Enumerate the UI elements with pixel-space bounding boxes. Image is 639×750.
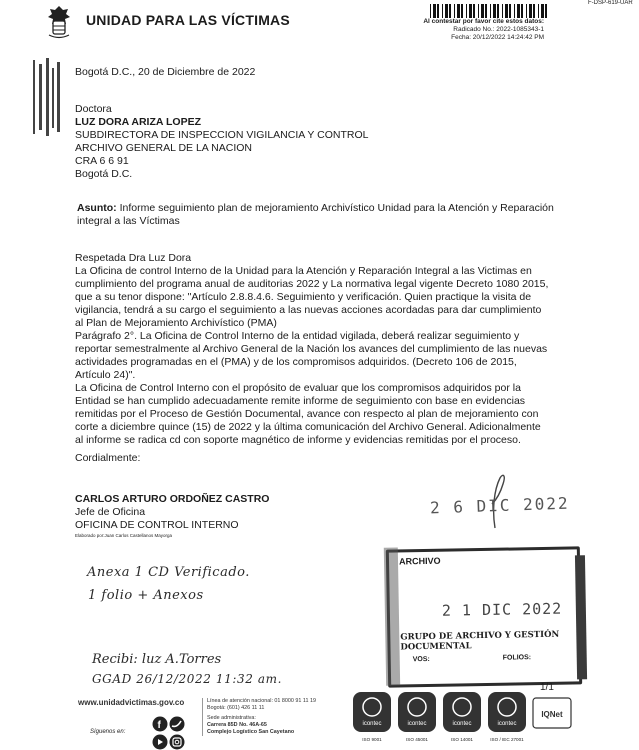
sede-address: Carrera 85D No. 46A-65 (207, 722, 267, 728)
recipient-position: SUBDIRECTORA DE INSPECCION VIGILANCIA Y CONTROL (75, 129, 369, 141)
follow-us-label: Síguenos en: (90, 729, 126, 735)
instagram-icon (170, 735, 185, 750)
signer-title: Jefe de Oficina (75, 506, 146, 518)
recipient-entity: ARCHIVO GENERAL DE LA NACION (75, 142, 252, 154)
side-stamp-icon (30, 58, 64, 138)
barcode-icon (430, 4, 548, 18)
signer-block (75, 493, 335, 532)
elaborated-by: Elaborado por:Juan Carlos Castellanos Mayorga (75, 533, 173, 538)
cert-label: ISO 14001 (451, 737, 473, 742)
handwritten-date: GGAD 26/12/2022 11:32 am. (92, 672, 282, 686)
bogota-phone: Bogotá: (601) 426 11 11 (207, 705, 265, 711)
icontec-14001-icon (443, 692, 481, 732)
coat-of-arms-icon (46, 5, 72, 39)
svg-text:IQNet: IQNet (541, 710, 563, 719)
closing: Cordialmente: (75, 452, 141, 464)
stamp-folios-row (413, 654, 563, 664)
icontec-45001-icon (398, 692, 436, 732)
handwritten-annex: Anexa 1 CD Verificado. (87, 565, 250, 580)
sede-complex: Complejo Logístico San Cayetano (207, 729, 295, 735)
phone-line: Línea de atención nacional: 01 8000 91 11 19 (207, 698, 317, 704)
radicado-box (420, 18, 544, 42)
subject-label: Asunto: (77, 202, 117, 214)
svg-text:icontec: icontec (362, 721, 382, 727)
recipient-name: LUZ DORA ARIZA LOPEZ (75, 116, 201, 128)
svg-text:f: f (157, 720, 161, 731)
paragraph-1: La Oficina de control Interno de la Unidad para la Atención y Reparación Integral a las Victimas en cumplimiento del programa anual de auditorias 2022 y La normativa legal vigente Decreto 1080 2015, que a su tenor dispone: "Artículo 2.8.8.4.6. Seguimiento y verificación. Quien practique la visita de vigilancia, tendrá a su cargo el seguimiento a las nuevas acciones acordadas para dar cumplimiento al Plan de Mejoramiento Archivístico (PMA) (75, 265, 549, 329)
handwritten-received: Recibi: luz A.Torres (92, 652, 222, 667)
cert-label: ISO 9001 (362, 737, 382, 742)
svg-text:icontec: icontec (497, 721, 517, 727)
radicado-line1: Al contestar por favor cite estos datos: (423, 18, 544, 25)
signer-office: OFICINA DE CONTROL INTERNO (75, 519, 239, 531)
sede-label: Sede administrativa: (207, 715, 256, 721)
stamp-department: GRUPO DE ARCHIVO Y GESTIÓN DOCUMENTAL (400, 629, 560, 653)
stamp-folios-label: FOLIOS: (502, 654, 532, 662)
stamp-shadow (384, 547, 400, 685)
letter-date: Bogotá D.C., 20 de Diciembre de 2022 (75, 66, 256, 78)
svg-text:icontec: icontec (452, 721, 472, 727)
handwritten-folio: 1 folio + Anexos (88, 588, 204, 603)
social-icons (152, 716, 186, 750)
page-number: 1/1 (540, 682, 554, 693)
recipient-city: Bogotá D.C. (75, 168, 133, 180)
iqnet-icon (533, 698, 571, 728)
subject-line (77, 202, 557, 228)
recipient-block (75, 103, 395, 181)
twitter-icon (170, 717, 185, 732)
recipient-salutation: Doctora (75, 103, 112, 115)
stamp-vos-label: VOS: (412, 655, 430, 664)
recipient-address: CRA 6 6 91 (75, 155, 129, 167)
signer-name: CARLOS ARTURO ORDOÑEZ CASTRO (75, 493, 270, 505)
barcode-code: F-DSP-619-UAR (588, 0, 633, 6)
date-stamp: 2 6 DIC 2022 (429, 493, 570, 518)
paragraph-2: Parágrafo 2°. La Oficina de Control Interno de la entidad vigilada, deberá realizar seguimiento y reportar semestralmente al Archivo General de la Nación los avances del cumplimiento de las nuevas actividades programadas en el (PMA) y de los compromisos adquiridos. (Decreto 106 de 2015, Artículo 24)". (75, 330, 548, 381)
facebook-icon (153, 717, 168, 732)
cert-label: ISO / IEC 27001 (490, 737, 524, 742)
letter-body (75, 252, 549, 447)
subject-text: Informe seguimiento plan de mejoramiento Archivístico Unidad para la Atención y Reparación integral a las Víctimas (77, 202, 554, 227)
svg-text:icontec: icontec (407, 721, 427, 727)
cert-label: ISO 45001 (406, 737, 428, 742)
stamp-archivo-label: ARCHIVO (398, 555, 441, 567)
paragraph-3: La Oficina de Control Interno con el propósito de evaluar que los compromisos adquiridos por la Entidad se han cumplido adecuadamente remite informe de seguimiento con base en evidencias remitidas por el Proceso de Gestión Documental, avance con respecto al plan de mejoramiento con corte a diciembre quince (15) de 2022 y la última comunicación del Archivo General. Adicionalmente al informe se radica cd con soporte magnético de informe y evidencias remitidas por el proceso. (75, 382, 541, 446)
stamp-shadow (575, 555, 587, 679)
stamp-received-date: 2 1 DIC 2022 (441, 599, 563, 620)
org-title: UNIDAD PARA LAS VÍCTIMAS (86, 12, 290, 28)
radicado-line2: Radicado No.: 2022-1085343-1 (453, 26, 544, 33)
received-stamp (386, 546, 582, 687)
icontec-27001-icon (488, 692, 526, 732)
contact-block (202, 698, 367, 736)
icontec-9001-icon (353, 692, 391, 732)
radicado-line3: Fecha: 20/12/2022 14:24:42 PM (451, 34, 544, 41)
greeting: Respetada Dra Luz Dora (75, 252, 192, 264)
youtube-icon (153, 735, 168, 750)
website-link[interactable]: www.unidadvictimas.gov.co (78, 698, 185, 707)
